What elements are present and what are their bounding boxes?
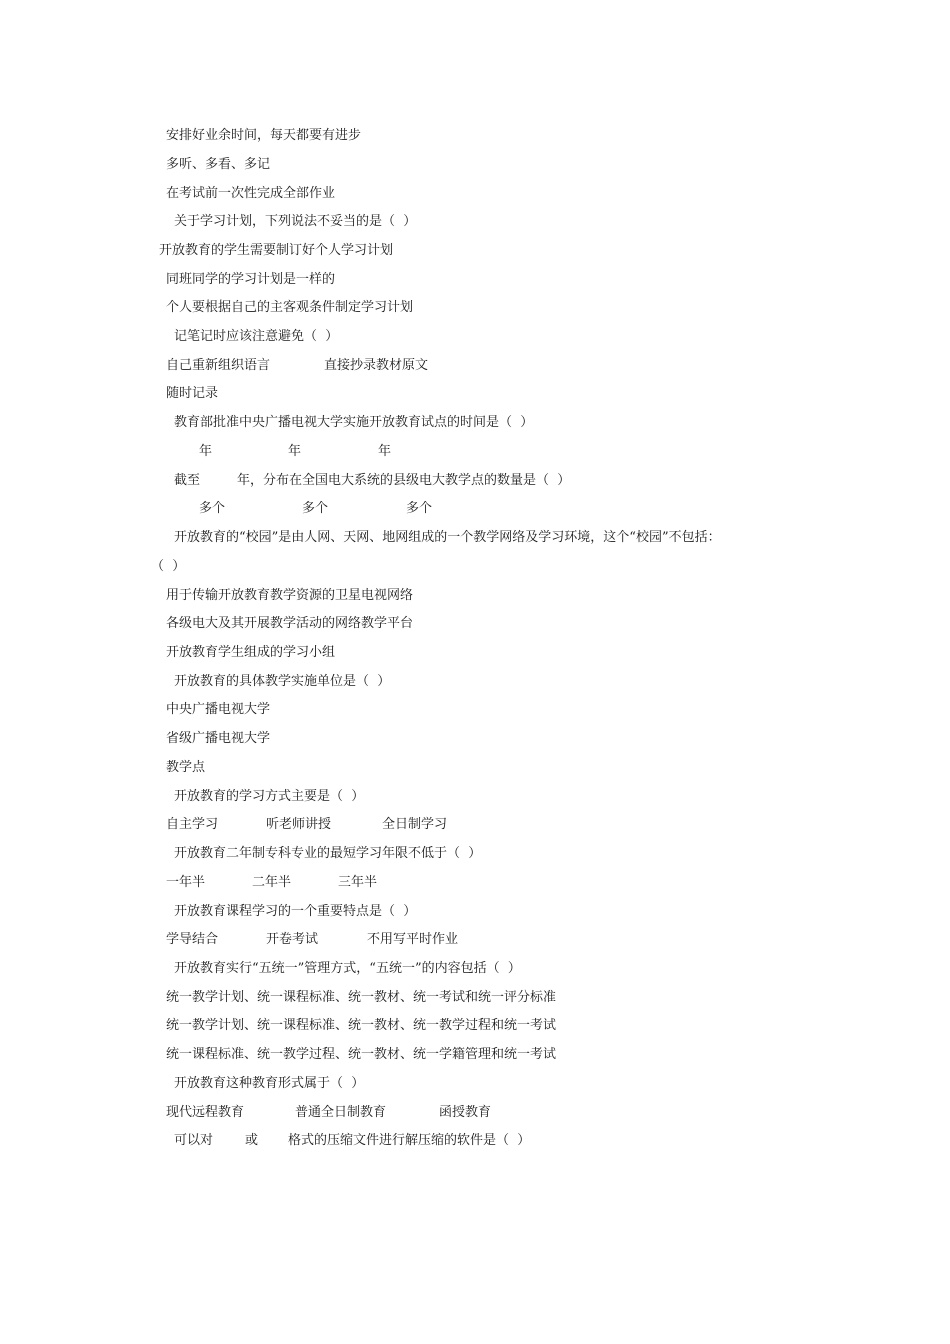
option-text: 一年半 <box>166 875 206 890</box>
option-text: 在考试前一次性完成全部作业 <box>166 186 336 201</box>
option-text: 统一教学计划、统一课程标准、统一教材、统一考试和统一评分标准 <box>166 990 557 1005</box>
question-text: 截至 <box>174 473 201 488</box>
option-text: 现代远程教育 <box>166 1105 245 1120</box>
option-text: 开卷考试 <box>266 932 319 947</box>
option-text: 二年半 <box>252 875 292 890</box>
question-text: 可以对 <box>174 1133 214 1148</box>
option-text: 统一教学计划、统一课程标准、统一教材、统一教学过程和统一考试 <box>166 1018 557 1033</box>
option-text: 开放教育学生组成的学习小组 <box>166 645 336 660</box>
question-text: 开放教育这种教育形式属于（ ） <box>174 1076 365 1091</box>
question-text: 关于学习计划，下列说法不妥当的是（ ） <box>174 214 417 229</box>
option-text: 随时记录 <box>166 386 219 401</box>
option-text: 多个 <box>199 501 226 516</box>
option-text: 听老师讲授 <box>266 817 332 832</box>
option-text: 直接抄录教材原文 <box>324 358 429 373</box>
option-text: 年 <box>199 444 213 459</box>
option-text: 用于传输开放教育教学资源的卫星电视网络 <box>166 588 414 603</box>
option-text: 普通全日制教育 <box>295 1105 387 1120</box>
question-text: 开放教育实行“五统一”管理方式，“五统一”的内容包括（ ） <box>174 961 521 976</box>
option-text: 多个 <box>406 501 433 516</box>
question-text: （ ） <box>151 559 186 574</box>
question-text: 或 <box>245 1133 259 1148</box>
option-text: 多个 <box>302 501 329 516</box>
option-text: 开放教育的学生需要制订好个人学习计划 <box>159 243 394 258</box>
option-text: 三年半 <box>338 875 378 890</box>
option-text: 自主学习 <box>166 817 219 832</box>
question-text: 年，分布在全国电大系统的县级电大教学点的数量是（ ） <box>237 473 571 488</box>
question-text: 开放教育的“校园”是由人网、天网、地网组成的一个教学网络及学习环境，这个“校园”不包括： <box>174 530 721 545</box>
option-text: 全日制学习 <box>382 817 448 832</box>
question-text: 记笔记时应该注意避免（ ） <box>174 329 339 344</box>
question-text: 开放教育的具体教学实施单位是（ ） <box>174 674 391 689</box>
option-text: 年 <box>288 444 302 459</box>
option-text: 函授教育 <box>439 1105 492 1120</box>
option-text: 不用写平时作业 <box>367 932 459 947</box>
option-text: 各级电大及其开展教学活动的网络教学平台 <box>166 616 414 631</box>
option-text: 学导结合 <box>166 932 219 947</box>
option-text: 安排好业余时间，每天都要有进步 <box>166 128 362 143</box>
option-text: 省级广播电视大学 <box>166 731 271 746</box>
question-text: 格式的压缩文件进行解压缩的软件是（ ） <box>288 1133 531 1148</box>
question-text: 教育部批准中央广播电视大学实施开放教育试点的时间是（ ） <box>174 415 534 430</box>
option-text: 多听、多看、多记 <box>166 157 271 172</box>
question-text: 开放教育课程学习的一个重要特点是（ ） <box>174 904 417 919</box>
option-text: 同班同学的学习计划是一样的 <box>166 272 336 287</box>
option-text: 个人要根据自己的主客观条件制定学习计划 <box>166 300 414 315</box>
option-text: 教学点 <box>166 760 206 775</box>
question-text: 开放教育的学习方式主要是（ ） <box>174 789 365 804</box>
option-text: 年 <box>378 444 392 459</box>
option-text: 中央广播电视大学 <box>166 702 271 717</box>
option-text: 自己重新组织语言 <box>166 358 271 373</box>
option-text: 统一课程标准、统一教学过程、统一教材、统一学籍管理和统一考试 <box>166 1047 557 1062</box>
question-text: 开放教育二年制专科专业的最短学习年限不低于（ ） <box>174 846 482 861</box>
